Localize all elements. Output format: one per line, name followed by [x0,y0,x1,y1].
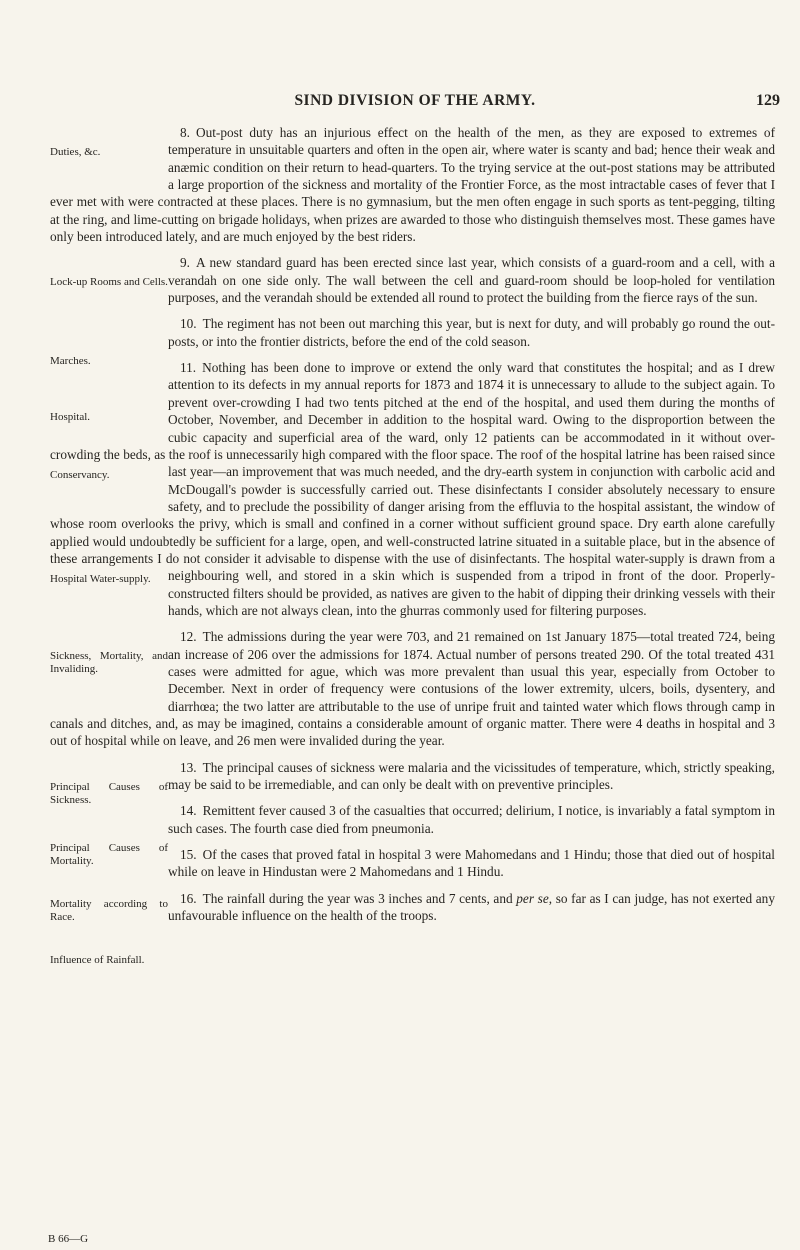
paragraph-number: 16. [180,890,197,906]
paragraph-text-before: The rainfall during the year was 3 inches and 7 cents, and [202,890,517,906]
side-note: Sickness, Mortality, and Invaliding. [50,650,168,676]
paragraph-number: 14. [180,803,197,819]
paragraph-number: 12. [180,629,197,645]
paragraph-number: 10. [180,316,197,332]
side-note: Hospital. [50,410,91,423]
paragraph-number: 9. [180,255,190,271]
paragraph-text: A new standard guard has been erected since last year, which consists of a guard-room and a cell, with a verandah on one side only. The wall between the cell and guard-room should be loop-holed for ventilation purposes, and the verandah should be extended all round to protect the building from the fierce rays of the sun. [168,255,775,306]
paragraph-text: The admissions during the year were 703, and 21 remained on 1st January 1875—total treated 724, being an increase of 206 over the admissions for 1874. Actual number of persons treated 290. Of the total treated 431 cases were admitted for ague, which was more prevalent than usual this year, especially from October to December. Next in order of frequency were contusions of the lower extremity, ulcers, boils, dysentery, and diarrhœa; the two latter are attributable to the use of unripe fruit and tainted water which flows through camp in canals and ditches, and, as may be imagined, contains a considerable amount of organic matter. There were 4 deaths in hospital and 3 out of hospital while on leave, and 26 men were invalided during the year. [50,629,775,749]
paragraph-text [50,360,775,618]
body-text [50,124,775,988]
paragraph-text: The principal causes of sickness were malaria and the vicissitudes of temperature, which, strictly speaking, may be said to be irremediable, and can only be dealt with on preventive principles. [168,759,775,793]
page-number: 129 [756,92,780,109]
paragraph-number: 8. [180,125,190,140]
paragraph-11 [50,359,775,619]
running-title: SIND DIVISION OF THE ARMY. [294,92,536,109]
paragraph-8 [50,124,775,245]
signature-mark: B 66—G [48,1233,89,1245]
paragraph-number: 13. [180,759,197,775]
paragraph-text-part: raised since last year—an improvement that was much needed, and the dry-earth system in conjunction with carbolic acid and McDougall's powder is successfully carried out. These disinfectants I consider absolutely necessary to ensure safety, and to preclude the possibility of danger arising from the effluvia to the hospital assistant, the window of whose room overlooks the privy, which is small and confined in a corner without sufficient ground space. Dry earth alone carefully applied would undoubtedly be sufficient for a large, open, and well-constructed latrine situated in a suitable place, but in the absence of these arrangements I do not consider it advisable to dispense with the use of disinfectants. The hospital water-supply is drawn from a neighbouring well, and stored in [50,446,775,584]
side-note-water-supply: Hospital Water-supply. [50,573,151,586]
side-note: Principal Causes of Sickness. [50,780,168,806]
paragraph-text: Remittent fever caused 3 of the casualties that occurred; delirium, I notice, is invariably a fatal symptom in such cases. The fourth case died from pneumonia. [168,803,775,836]
paragraph-number: 15. [180,847,197,863]
page-header [50,92,780,112]
side-note: Influence of Rainfall. [50,953,145,966]
side-note: Mortality according to Race. [50,897,168,923]
paragraph-number: 11. [180,360,197,376]
paragraph-text: Out-post duty has an injurious effect on the health of the men, as they are exposed to extremes of temperature in unsuitable quarters and often in the open air, where water is scanty and bad; hence their weak and anæmic condition on their return to head-quarters. To the trying service at the out-post stations may be attributed a large proportion of the sickness and mortality of the Frontier Force, as the most intractable cases of fever that I ever met with were contracted at these places. There is no gymnasium, but the men often engage in such sports as tent-pegging, tilting at the ring, and lime-cutting on brigade holidays, when prizes are awarded to those who distinguish themselves most. These games have only been introduced lately, and are much enjoyed by the best riders. [50,125,775,245]
paragraph-12 [50,628,775,749]
paragraph-text: Of the cases that proved fatal in hospital 3 were Mahomedans and 1 Hindu; those that died out of hospital while on leave in Hindustan were 2 Mahomedans and 1 Hindu. [168,847,775,880]
paragraph-13 [50,759,775,806]
side-note-conservancy: Conservancy. [50,469,110,482]
side-note: Principal Causes of Mortality. [50,841,168,867]
paragraph-9 [50,254,775,306]
paragraph-text-after: , so far as I can judge, has not exerted any unfavourable influence on the health of the troops. [168,890,775,924]
paragraph-text-part: Nothing has been done to improve or extend the only ward that constitutes the hospital; and as I drew attention to its defects in my annual reports for 1873 and 1874 it is unnecessary to allude to the subject again. To prevent over-crowding I had two tents pitched at the end of the hospital, and used them during the months of October, November, and December in addition to the hospital ward. Owing to the disproportion between the cubic capacity and superficial area of the ward, only 12 patients can be accommodated in it without over-crowding the beds, as the roof is unnecessarily high compared with the floor space. The roof of the hospital latrine has been [50,360,775,462]
side-note: Marches. [50,354,91,367]
side-note: Duties, &c. [50,146,101,158]
italic-term: per se [516,890,549,906]
paragraph-text-part: a skin which is suspended from a tripod in front of the door. Properly-constructed filters should be provided, as natives are given to the habit of dipping their drinking vessels with their hands, which are not always clean, into the ghurras commonly used for filtering purposes. [168,568,776,618]
paragraph-text: The regiment has not been out marching this year, but is next for duty, and will probably go round the out-posts, or into the frontier districts, before the end of the cold season. [168,316,775,349]
side-note: Lock-up Rooms and Cells. [50,276,168,289]
